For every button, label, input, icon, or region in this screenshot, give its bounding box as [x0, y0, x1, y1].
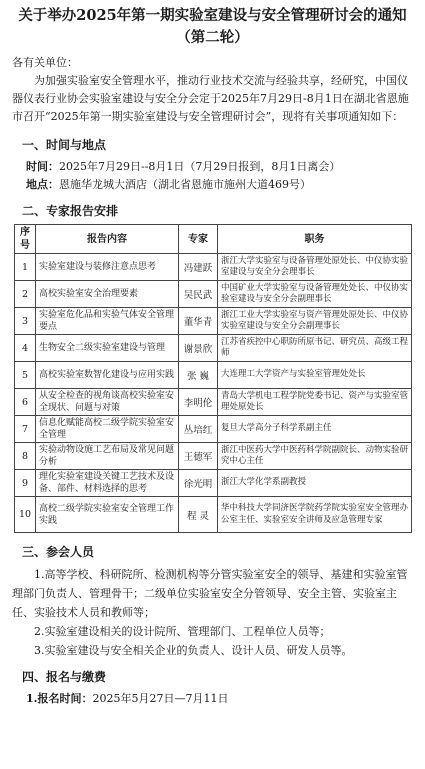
row-no: 1	[15, 254, 36, 281]
header-title: 职务	[218, 225, 412, 254]
row-topic: 从安全检查的视角谈高校实验室安全现状、问题与对策	[36, 389, 179, 416]
time-value: 2025年7月29日--8月1日（7月29日报到，8月1日离会）	[59, 160, 341, 173]
table-row	[15, 281, 412, 308]
row-no: 3	[15, 308, 36, 335]
row-expert: 冯建跃	[179, 254, 218, 281]
table-row	[15, 470, 412, 497]
row-title: 江苏省疾控中心职防所原书记、研究员、高级工程师	[218, 335, 412, 362]
row-title: 青岛大学机电工程学院党委书记、资产与实验室管理处原处长	[218, 389, 412, 416]
row-topic: 信息化赋能高校二级学院实验室安全管理	[36, 416, 179, 443]
time-label: 时间：	[26, 160, 59, 173]
row-expert: 王德军	[179, 443, 218, 470]
row-expert: 丛培红	[179, 416, 218, 443]
header-expert: 专家	[179, 225, 218, 254]
row-expert: 吴民武	[179, 281, 218, 308]
header-topic: 报告内容	[36, 225, 179, 254]
table-header-row	[15, 225, 412, 254]
attendee-item-1: 1.高等学校、科研院所、检测机构等分管实验室安全的领导、基建和实验室管理部门负责人、管理骨干；二级单位实验室安全分管领导、安全主管、实验室主任、实验技术人员和教师等；	[12, 568, 408, 619]
header-no: 序号	[15, 225, 36, 254]
row-topic: 生物安全二级实验室建设与管理	[36, 335, 179, 362]
row-topic: 实验室建设与装修注意点思考	[36, 254, 179, 281]
table-row	[15, 443, 412, 470]
row-title: 复旦大学高分子科学系副主任	[218, 416, 412, 443]
row-topic: 高校二级学院实验室安全管理工作实践	[36, 497, 179, 533]
time-line	[26, 158, 413, 176]
signup-value: 2025年5月27日—7月11日	[92, 692, 229, 705]
row-title: 大连理工大学资产与实验室管理处处长	[218, 362, 412, 389]
table-row	[15, 335, 412, 362]
notice-title: 关于举办2025年第一期实验室建设与安全管理研讨会的通知	[18, 7, 407, 24]
row-no: 4	[15, 335, 36, 362]
signup-line	[26, 690, 413, 708]
table-row	[15, 362, 412, 389]
row-topic: 高校实验室安全治理要素	[36, 281, 179, 308]
row-title: 浙江工业大学实验室与资产管理处原处长、中仪协实验室建设与安全分会副理事长	[218, 308, 412, 335]
place-value: 恩施华龙城大酒店（湖北省恩施市施州大道469号）	[59, 178, 311, 191]
row-no: 2	[15, 281, 36, 308]
row-expert: 谢景欣	[179, 335, 218, 362]
table-row	[15, 497, 412, 533]
row-expert: 程 灵	[179, 497, 218, 533]
row-title: 浙江大学实验室与设备管理处原处长、中仪协实验室建设与安全分会理事长	[218, 254, 412, 281]
attendee-item-2: 2.实验室建设相关的设计院所、管理部门、工程单位人员等；	[34, 625, 331, 638]
row-expert: 董华青	[179, 308, 218, 335]
row-no: 8	[15, 443, 36, 470]
section3-heading: 三、参会人员	[22, 545, 95, 559]
greeting: 各有关单位：	[12, 56, 78, 69]
place-label: 地点：	[26, 178, 59, 191]
section1-heading: 一、时间与地点	[22, 138, 107, 152]
table-row	[15, 254, 412, 281]
intro-paragraph: 为加强实验室安全管理水平，推动行业技术交流与经验共享，经研究，中国仪器仪表行业协会实验室建设与安全分会定于2025年7月29日-8月1日在湖北省恩施市召开“2025年第一期实验室建设与安全管理研讨会”，现将有关事项通知如下：	[12, 74, 409, 123]
row-expert: 张 巍	[179, 362, 218, 389]
table-row	[15, 308, 412, 335]
row-topic: 理化实验室建设关键工艺技术及设备、部件、材料选择的思考	[36, 470, 179, 497]
table-row	[15, 416, 412, 443]
signup-label: 1.报名时间：	[26, 692, 93, 705]
row-title: 浙江大学化学系副教授	[218, 470, 412, 497]
row-no: 10	[15, 497, 36, 533]
row-expert: 李明伦	[179, 389, 218, 416]
row-topic: 实验动物设施工艺布局及常见问题分析	[36, 443, 179, 470]
section4-heading: 四、报名与缴费	[22, 670, 107, 684]
row-title: 浙江中医药大学中医药科学院副院长、动物实验研究中心主任	[218, 443, 412, 470]
section2-heading: 二、专家报告安排	[22, 204, 119, 218]
row-topic: 实验室危化品和实验气体安全管理要点	[36, 308, 179, 335]
row-title: 华中科技大学同济医学院药学院实验室安全管理办公室主任、实验室安全讲师及应急管理专家	[218, 497, 412, 533]
row-topic: 高校实验室数智化建设与应用实践	[36, 362, 179, 389]
table-row	[15, 389, 412, 416]
row-expert: 徐光明	[179, 470, 218, 497]
notice-subtitle: （第二轮）	[176, 29, 249, 46]
row-no: 9	[15, 470, 36, 497]
row-no: 6	[15, 389, 36, 416]
row-no: 7	[15, 416, 36, 443]
row-title: 中国矿业大学实验室与设备管理处处长、中仪协实验室建设与安全分会副理事长	[218, 281, 412, 308]
attendee-item-3: 3.实验室建设与安全相关企业的负责人、设计人员、研发人员等。	[34, 644, 353, 657]
report-schedule-table	[14, 224, 412, 533]
row-no: 5	[15, 362, 36, 389]
place-line	[26, 176, 413, 194]
